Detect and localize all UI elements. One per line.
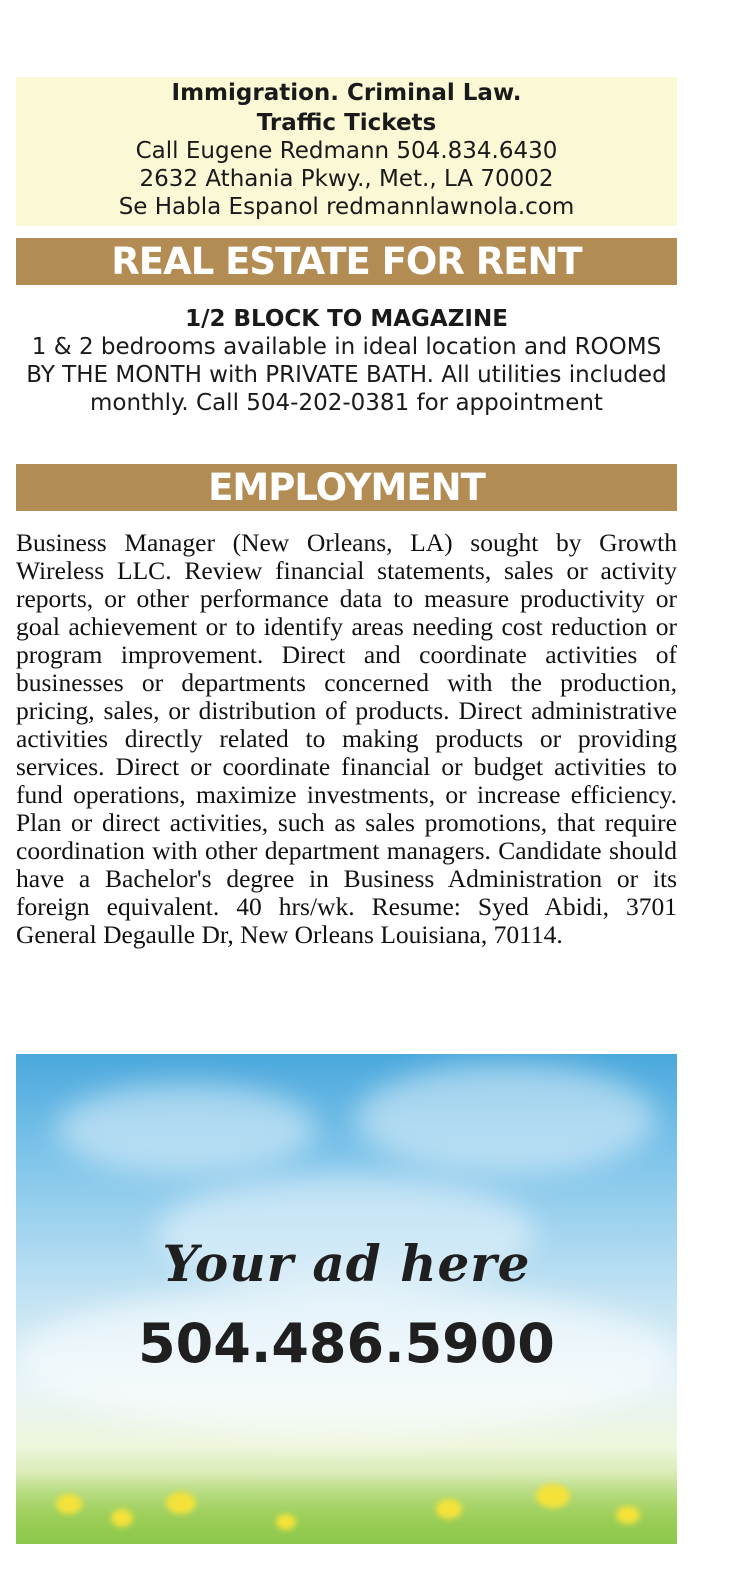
- flower-blossom: [56, 1494, 82, 1514]
- section-header-employment: EMPLOYMENT: [16, 464, 677, 511]
- sky-cloud: [56, 1084, 316, 1174]
- flower-blossom: [536, 1484, 570, 1508]
- sky-cloud: [356, 1064, 656, 1174]
- rental-ad-body: 1 & 2 bedrooms available in ideal location and ROOMS BY THE MONTH with PRIVATE BATH. All utilities included monthly. Call 504-202-0381 for appointment: [26, 334, 667, 416]
- promo-phone-number: 504.486.5900: [138, 1312, 555, 1375]
- flower-blossom: [111, 1509, 133, 1527]
- legal-services-ad: [16, 77, 677, 226]
- flower-blossom: [436, 1499, 462, 1519]
- flower-blossom: [276, 1514, 296, 1530]
- job-listing-ad: Business Manager (New Orleans, LA) sought by Growth Wireless LLC. Review financial statements, sales or activity reports, or other performance data to measure productivity or goal achievement or to identify areas needing cost reduction or program improvement. Direct and coordinate activities of businesses or departments concerned with the production, pricing, sales, or distribution of products. Direct administrative activities directly related to making products or providing services. Direct or coordinate financial or budget activities to fund operations, maximize investments, or increase efficiency. Plan or direct activities, such as sales promotions, that require coordination with other department managers. Candidate should have a Bachelor's degree in Business Administration or its foreign equivalent. 40 hrs/wk. Resume: Syed Abidi, 3701 General Degaulle Dr, New Orleans Louisiana, 70114.: [16, 528, 677, 949]
- legal-ad-phone-line: Call Eugene Redmann 504.834.6430: [135, 138, 558, 164]
- grass-field: [16, 1474, 677, 1544]
- legal-ad-website-line: Se Habla Espanol redmannlawnola.com: [118, 194, 575, 220]
- legal-ad-address-line: 2632 Athania Pkwy., Met., LA 70002: [139, 166, 554, 192]
- section-header-real-estate: REAL ESTATE FOR RENT: [16, 238, 677, 285]
- advertise-here-promo: [16, 1054, 677, 1544]
- rental-listing-ad: [16, 305, 677, 417]
- promo-tagline: Your ad here: [162, 1234, 531, 1293]
- flower-blossom: [616, 1506, 640, 1524]
- flower-blossom: [166, 1492, 196, 1514]
- rental-ad-headline: 1/2 BLOCK TO MAGAZINE: [185, 306, 508, 332]
- legal-ad-headline-1: Immigration. Criminal Law.: [171, 80, 522, 106]
- legal-ad-headline-2: Traffic Tickets: [256, 110, 437, 136]
